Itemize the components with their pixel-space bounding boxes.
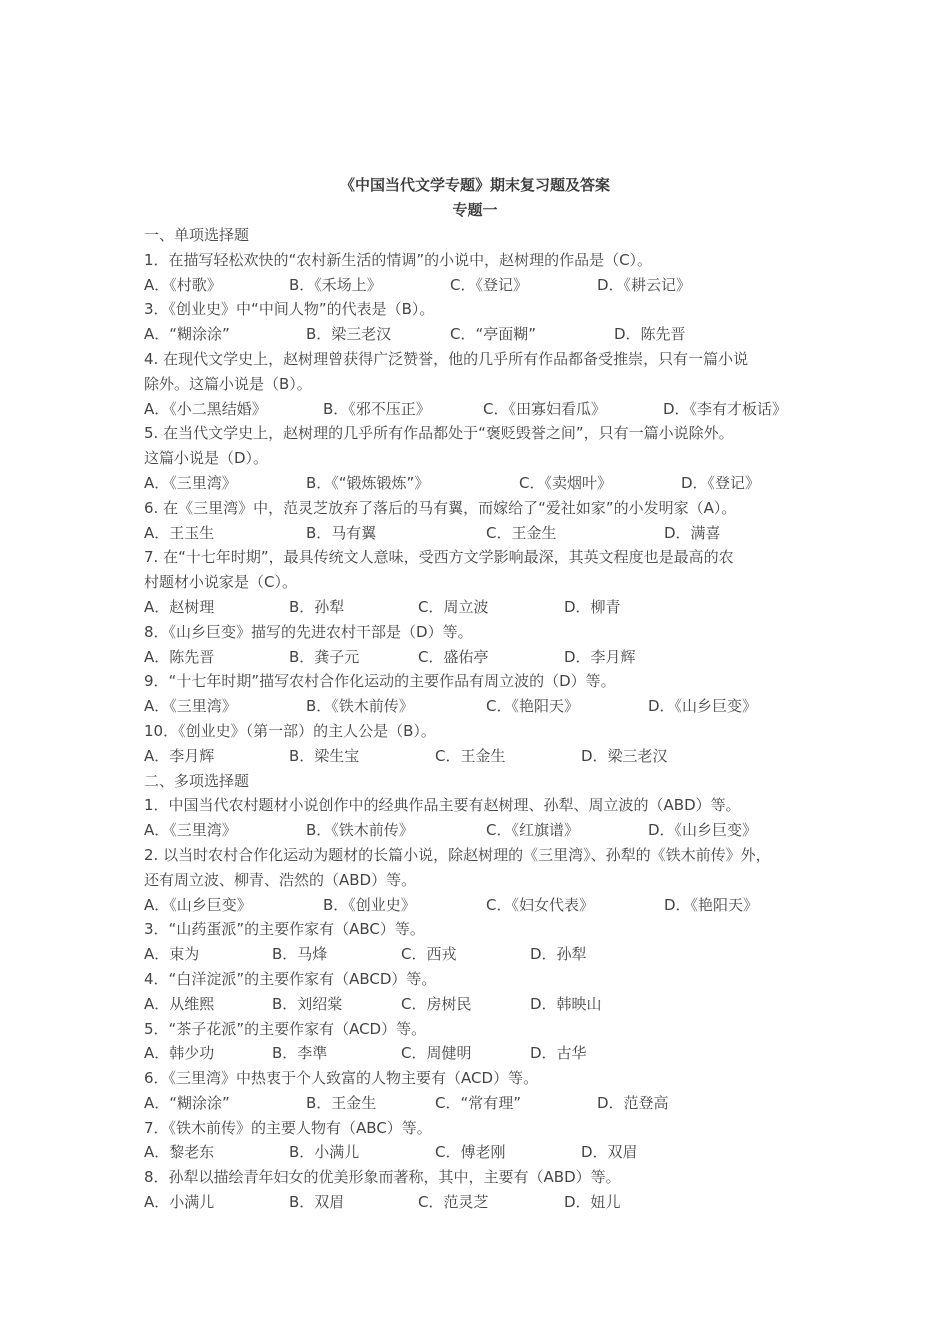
answer-option: C．周立波 bbox=[418, 597, 489, 616]
answer-option: B．《“锻炼锻炼”》 bbox=[306, 473, 430, 492]
answer-option: D．陈先晋 bbox=[614, 325, 686, 344]
answer-option: A．《三里湾》 bbox=[144, 473, 237, 492]
answer-option: D．《山乡巨变》 bbox=[648, 821, 758, 840]
answer-option: D．孙犁 bbox=[530, 945, 587, 964]
answer-options-row bbox=[0, 1041, 950, 1066]
question-text: 3．“山药蛋派”的主要作家有（ABC）等。 bbox=[144, 920, 425, 939]
answer-option: A．赵树理 bbox=[144, 597, 215, 616]
answer-option: D．范登高 bbox=[597, 1093, 669, 1112]
answer-option: C．西戎 bbox=[401, 945, 457, 964]
answer-options-row bbox=[0, 471, 950, 496]
answer-options-row bbox=[0, 893, 950, 918]
answer-option: A．“糊涂涂” bbox=[144, 1093, 230, 1112]
answer-options-row bbox=[0, 1140, 950, 1165]
answer-option: B．双眉 bbox=[289, 1193, 345, 1212]
answer-option: C．王金生 bbox=[435, 746, 506, 765]
answer-option: B．刘绍棠 bbox=[272, 994, 343, 1013]
answer-options-row bbox=[0, 645, 950, 670]
answer-option: B．孙犁 bbox=[289, 597, 345, 616]
document-body bbox=[0, 173, 950, 1215]
question-text: 6. 在《三里湾》中，范灵芝放弃了落后的马有翼，而嫁给了“爱社如家”的小发明家（A）。 bbox=[144, 498, 737, 517]
question-text: 5. 在当代文学史上，赵树理的几乎所有作品都处于“褒贬毁誉之间”，只有一篇小说除外。 bbox=[144, 424, 734, 443]
answer-option: B．李準 bbox=[272, 1044, 328, 1063]
document-subtitle: 专题一 bbox=[452, 201, 498, 219]
answer-option: D．古华 bbox=[530, 1044, 587, 1063]
answer-option: A．“糊涂涂” bbox=[144, 325, 230, 344]
answer-options-row bbox=[0, 992, 950, 1017]
answer-option: D．《山乡巨变》 bbox=[648, 697, 758, 716]
answer-option: A．王玉生 bbox=[144, 523, 215, 542]
answer-option: D．《李有才板话》 bbox=[663, 399, 788, 418]
section-heading: 一、单项选择题 bbox=[144, 226, 250, 244]
answer-option: C．《红旗谱》 bbox=[486, 821, 579, 840]
answer-option: D．双眉 bbox=[581, 1143, 638, 1162]
question-list bbox=[0, 223, 950, 1215]
answer-option: B．《创业史》 bbox=[323, 895, 416, 914]
answer-option: C．《登记》 bbox=[450, 275, 528, 294]
question-text: 2. 以当时农村合作化运动为题材的长篇小说，除赵树理的《三里湾》、孙犁的《铁木前传》外， bbox=[144, 845, 771, 864]
answer-option: B．小满儿 bbox=[289, 1143, 360, 1162]
answer-option: C．傅老刚 bbox=[435, 1143, 506, 1162]
answer-option: A．束为 bbox=[144, 945, 200, 964]
question-text: 8．《山乡巨变》描写的先进农村干部是（D）等。 bbox=[144, 622, 473, 641]
answer-option: C．周健明 bbox=[401, 1044, 472, 1063]
answer-option: B．马有翼 bbox=[306, 523, 377, 542]
answer-option: D．柳青 bbox=[564, 597, 621, 616]
answer-options-row bbox=[0, 273, 950, 298]
question-text: 8．孙犁以描绘青年妇女的优美形象而著称，其中，主要有（ABD）等。 bbox=[144, 1168, 621, 1187]
answer-option: A．小满儿 bbox=[144, 1193, 215, 1212]
answer-option: A．陈先晋 bbox=[144, 647, 215, 666]
answer-options-row bbox=[0, 1190, 950, 1215]
answer-option: B．《邪不压正》 bbox=[323, 399, 431, 418]
question-text: 5．“茶子花派”的主要作家有（ACD）等。 bbox=[144, 1019, 427, 1038]
answer-options-row bbox=[0, 818, 950, 843]
answer-option: B．马烽 bbox=[272, 945, 328, 964]
question-text: 7. 在“十七年时期”，最具传统文人意味，受西方文学影响最深，其英文程度也是最高的农 bbox=[144, 548, 734, 567]
question-text: 这篇小说是（D）。 bbox=[144, 449, 269, 468]
document-title: 《中国当代文学专题》期末复习题及答案 bbox=[339, 176, 610, 194]
question-text: 1．中国当代农村题材小说创作中的经典作品主要有赵树理、孙犁、周立波的（ABD）等。 bbox=[144, 796, 741, 815]
answer-option: A．《小二黑结婚》 bbox=[144, 399, 267, 418]
answer-options-row bbox=[0, 694, 950, 719]
answer-option: D．《耕云记》 bbox=[597, 275, 692, 294]
answer-option: C．《田寡妇看瓜》 bbox=[483, 399, 606, 418]
answer-option: C．《艳阳天》 bbox=[486, 697, 579, 716]
answer-option: D．《登记》 bbox=[681, 473, 761, 492]
answer-options-row bbox=[0, 1091, 950, 1116]
answer-option: B．龚子元 bbox=[289, 647, 360, 666]
question-text: 6．《三里湾》中热衷于个人致富的人物主要有（ACD）等。 bbox=[144, 1069, 539, 1088]
answer-option: A．从维熙 bbox=[144, 994, 215, 1013]
answer-option: B．王金生 bbox=[306, 1093, 377, 1112]
answer-options-row bbox=[0, 397, 950, 422]
answer-option: D．李月辉 bbox=[564, 647, 636, 666]
answer-options-row bbox=[0, 942, 950, 967]
answer-option: C．范灵芝 bbox=[418, 1193, 489, 1212]
question-text: 9．“十七年时期”描写农村合作化运动的主要作品有周立波的（D）等。 bbox=[144, 672, 616, 691]
answer-options-row bbox=[0, 322, 950, 347]
answer-option: C．《妇女代表》 bbox=[486, 895, 594, 914]
answer-option: B．《铁木前传》 bbox=[306, 821, 414, 840]
answer-options-row bbox=[0, 595, 950, 620]
question-text: 4. 在现代文学史上，赵树理曾获得广泛赞誉，他的几乎所有作品都备受推崇，只有一篇小说 bbox=[144, 349, 749, 368]
answer-option: D．满喜 bbox=[664, 523, 721, 542]
question-text: 3．《创业史》中“中间人物”的代表是（B）。 bbox=[144, 300, 435, 319]
answer-option: D．梁三老汉 bbox=[581, 746, 668, 765]
answer-option: D．韩映山 bbox=[530, 994, 602, 1013]
answer-option: B．《禾场上》 bbox=[289, 275, 382, 294]
answer-option: C．房树民 bbox=[401, 994, 472, 1013]
answer-option: C．《卖烟叶》 bbox=[519, 473, 612, 492]
question-text: 4．“白洋淀派”的主要作家有（ABCD）等。 bbox=[144, 969, 437, 988]
question-text: 1．在描写轻松欢快的“农村新生活的情调”的小说中，赵树理的作品是（C）。 bbox=[144, 250, 653, 269]
question-text: 除外。这篇小说是（B）。 bbox=[144, 374, 312, 393]
answer-options-row bbox=[0, 744, 950, 769]
answer-option: A．《三里湾》 bbox=[144, 697, 237, 716]
answer-option: D．《艳阳天》 bbox=[664, 895, 759, 914]
question-text: 村题材小说家是（C）。 bbox=[144, 573, 297, 592]
answer-option: A．《山乡巨变》 bbox=[144, 895, 252, 914]
answer-option: A．《村歌》 bbox=[144, 275, 222, 294]
question-text: 还有周立波、柳青、浩然的（ABD）等。 bbox=[144, 870, 417, 889]
answer-option: D．妞儿 bbox=[564, 1193, 621, 1212]
answer-option: A．韩少功 bbox=[144, 1044, 215, 1063]
answer-option: A．李月辉 bbox=[144, 746, 215, 765]
question-text: 10．《创业史》（第一部）的主人公是（B）。 bbox=[144, 721, 436, 740]
answer-option: A．黎老东 bbox=[144, 1143, 215, 1162]
answer-option: C．盛佑亭 bbox=[418, 647, 489, 666]
answer-option: B．梁三老汉 bbox=[306, 325, 392, 344]
question-text: 7．《铁木前传》的主要人物有（ABC）等。 bbox=[144, 1118, 432, 1137]
answer-option: C．“亭面糊” bbox=[450, 325, 537, 344]
answer-option: A．《三里湾》 bbox=[144, 821, 237, 840]
answer-option: C．“常有理” bbox=[435, 1093, 522, 1112]
answer-option: C．王金生 bbox=[486, 523, 557, 542]
section-heading: 二、多项选择题 bbox=[144, 771, 250, 790]
answer-options-row bbox=[0, 521, 950, 546]
answer-option: B．梁生宝 bbox=[289, 746, 360, 765]
answer-option: B．《铁木前传》 bbox=[306, 697, 414, 716]
